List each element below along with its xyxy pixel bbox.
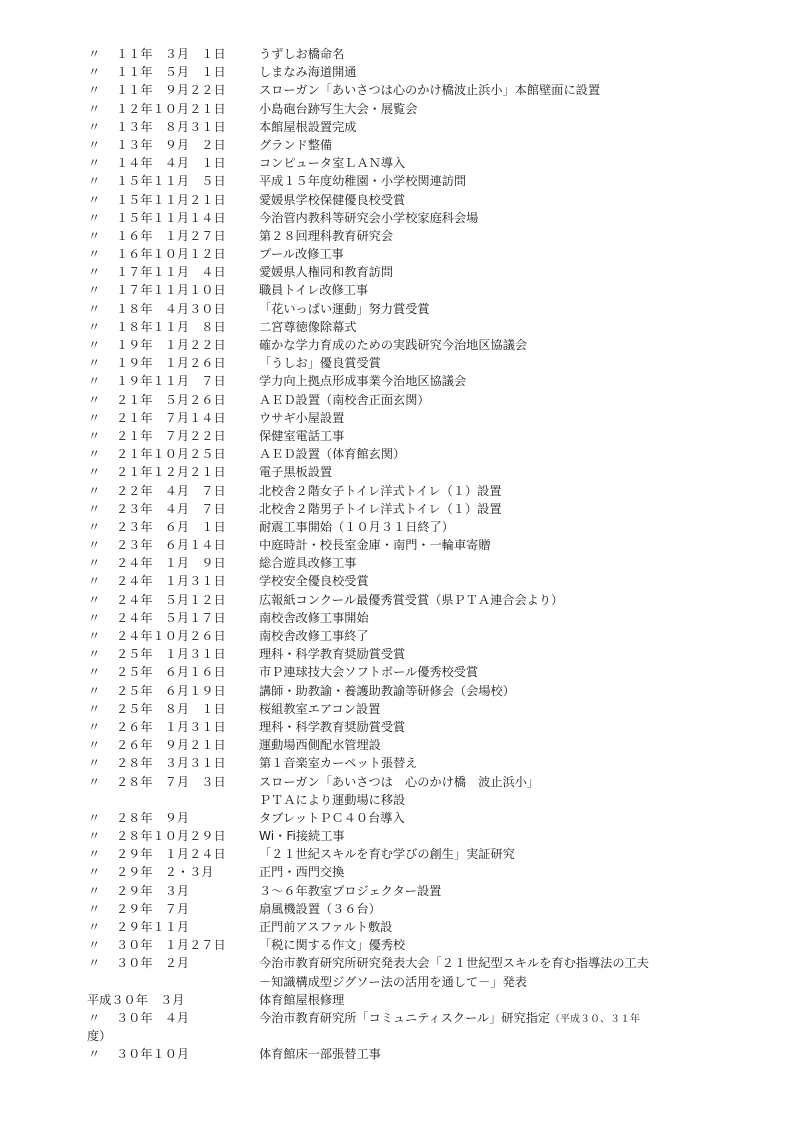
entry-text: 桜組教室エアコン設置	[259, 701, 381, 716]
ditto-mark: 〃	[88, 665, 101, 680]
history-entry	[0, 863, 800, 881]
entry-text: コンピュータ室ＬＡＮ導入	[259, 156, 406, 171]
entry-description	[259, 936, 405, 954]
entry-description	[259, 845, 515, 863]
ditto-mark: 〃	[88, 938, 101, 953]
ditto-mark: 〃	[88, 847, 101, 862]
entry-text: タブレットＰＣ４０台導入	[259, 810, 405, 825]
entry-description	[259, 300, 430, 318]
entry-text: 北校舎２階女子トイレ洋式トイレ（１）設置	[259, 483, 502, 498]
history-entry	[0, 409, 800, 427]
entry-description	[259, 427, 344, 445]
ditto-mark: 〃	[88, 829, 101, 844]
history-entry	[0, 973, 800, 991]
entry-text: 愛媛県学校保健優良校受賞	[259, 192, 406, 207]
entry-date: １８年１１月 ８日	[116, 319, 226, 334]
history-document	[0, 45, 800, 1064]
entry-description	[259, 463, 332, 481]
ditto-mark: 〃	[88, 247, 101, 262]
entry-description	[259, 700, 380, 718]
history-entry	[0, 281, 800, 299]
entry-text: －知識構成型ジグソー法の活用を通して－」発表	[259, 974, 527, 989]
entry-date: ２９年 ７月	[116, 901, 190, 916]
entry-description	[259, 882, 441, 900]
ditto-mark: 〃	[88, 592, 101, 607]
entry-date: １８年 ４月３０日	[116, 301, 226, 316]
history-entry	[0, 172, 800, 190]
entry-date: ２９年 ３月	[116, 883, 190, 898]
ditto-mark: 〃	[88, 356, 101, 371]
ditto-mark: 〃	[88, 610, 101, 625]
entry-text: 小島砲台跡写生大会・展覧会	[259, 101, 418, 116]
entry-text: スローガン「あいさつは 心のかけ橋 波止浜小」	[259, 774, 540, 789]
entry-text: しまなみ海道開通	[259, 65, 357, 80]
entry-text: スローガン「あいさつは心のかけ橋波止浜小」本館壁面に設置	[259, 83, 601, 98]
ditto-mark: 〃	[88, 901, 101, 916]
entry-description	[259, 500, 502, 518]
entry-text: 広報紙コンクール最優秀賞受賞（県ＰＴＡ連合会より）	[259, 592, 564, 607]
entry-date: ２１年 ５月２６日	[116, 392, 226, 407]
entry-text: 正門・西門交換	[259, 865, 345, 880]
entry-text: Wi・Fi接続工事	[259, 829, 345, 844]
entry-date: ３０年１０月	[116, 1047, 190, 1062]
entry-description	[259, 45, 344, 63]
entry-text: プール改修工事	[259, 247, 344, 262]
ditto-mark: 〃	[88, 483, 101, 498]
history-entry	[0, 718, 800, 736]
entry-description	[259, 736, 381, 754]
entry-description	[259, 609, 369, 627]
entry-date: ２１年 ７月２２日	[116, 428, 226, 443]
ditto-mark: 〃	[88, 374, 101, 389]
entry-text: 理科・科学教育奨励賞受賞	[259, 719, 406, 734]
entry-date: １５年１１月 ５日	[116, 174, 226, 189]
history-entry	[0, 245, 800, 263]
entry-date: １４年 ４月 １日	[116, 156, 226, 171]
entry-text: 電子黒板設置	[259, 465, 333, 480]
history-entry	[0, 991, 800, 1009]
history-entry	[0, 372, 800, 390]
history-entry	[0, 518, 800, 536]
entry-description	[259, 445, 405, 463]
entry-date: １９年 １月２６日	[116, 356, 226, 371]
history-entry	[0, 1009, 800, 1027]
ditto-mark: 〃	[88, 65, 101, 80]
ditto-mark: 〃	[88, 538, 101, 553]
entry-description	[259, 263, 393, 281]
entry-date: ２６年 ９月２１日	[116, 738, 226, 753]
entry-text: 運動場西側配水管埋設	[259, 738, 381, 753]
entry-text: 職員トイレ改修工事	[259, 283, 369, 298]
history-entry	[0, 263, 800, 281]
history-entry	[0, 445, 800, 463]
entry-description	[259, 1045, 381, 1063]
entry-text: 保健室電話工事	[259, 428, 345, 443]
entry-description	[259, 754, 417, 772]
entry-text: 学力向上拠点形成事業今治地区協議会	[259, 374, 467, 389]
entry-description	[259, 809, 405, 827]
entry-date: ３０年 １月２７日	[116, 938, 226, 953]
history-entry	[0, 700, 800, 718]
entry-text: ＡＥＤ設置（体育館玄関）	[259, 447, 406, 462]
ditto-mark: 〃	[88, 629, 101, 643]
entry-description	[259, 773, 539, 791]
ditto-mark: 〃	[88, 519, 101, 534]
entry-description	[259, 827, 345, 845]
entry-date: ２３年 ６月 １日	[116, 519, 226, 534]
history-entry	[0, 318, 800, 336]
ditto-mark: 〃	[88, 501, 101, 516]
entry-date: ２８年 ９月	[116, 810, 190, 825]
ditto-mark: 〃	[88, 428, 101, 443]
entry-description	[259, 372, 466, 390]
history-entry	[0, 645, 800, 663]
entry-date: 度）	[87, 1029, 112, 1044]
history-entry	[0, 209, 800, 227]
entry-description	[259, 118, 357, 136]
history-entry	[0, 918, 800, 936]
entry-date: ２５年 ８月 １日	[116, 701, 226, 716]
entry-text: 確かな学力育成のための実践研究今治地区協議会	[259, 338, 528, 352]
history-entry	[0, 809, 800, 827]
history-entry	[0, 554, 800, 572]
entry-text: 平成１５年度幼稚園・小学校関連訪問	[259, 174, 467, 189]
entry-date: １５年１１月１４日	[116, 210, 226, 225]
ditto-mark: 〃	[88, 83, 101, 98]
entry-text: 南校舎改修工事開始	[259, 610, 369, 625]
entry-description	[259, 791, 405, 809]
entry-description	[259, 100, 417, 118]
ditto-mark: 〃	[88, 101, 101, 116]
history-entry	[0, 354, 800, 372]
entry-description	[259, 391, 430, 409]
entry-date: １６年１０月１２日	[116, 247, 226, 262]
entry-description	[259, 409, 344, 427]
entry-note: （平成３０、３１年	[550, 1013, 641, 1025]
entry-date: ２３年 ４月 ７日	[116, 501, 226, 516]
entry-date: １９年１１月 ７日	[116, 374, 226, 389]
ditto-mark: 〃	[88, 338, 101, 352]
entry-description	[259, 172, 466, 190]
entry-description	[259, 482, 502, 500]
ditto-mark: 〃	[88, 210, 101, 225]
history-entry	[0, 1027, 800, 1045]
entry-description	[259, 81, 600, 99]
history-entry	[0, 118, 800, 136]
entry-text: グランド整備	[259, 137, 333, 152]
ditto-mark: 〃	[88, 192, 101, 207]
history-entry	[0, 936, 800, 954]
ditto-mark: 〃	[88, 774, 101, 789]
ditto-mark: 〃	[88, 319, 101, 334]
entry-text: 今治市教育研究所研究発表大会「２１世紀型スキルを育む指導法の工夫	[259, 956, 649, 971]
ditto-mark: 〃	[88, 556, 101, 571]
entry-text: 二宮尊徳像除幕式	[259, 319, 357, 334]
entry-description	[259, 136, 332, 154]
entry-text: 正門前アスファルト敷設	[259, 920, 393, 934]
entry-text: 耐震工事開始（１０月３１日終了）	[259, 519, 454, 534]
entry-text: ３～６年教室プロジェクター設置	[259, 883, 442, 898]
entry-date: ２８年 ３月３１日	[116, 756, 226, 771]
entry-description	[259, 863, 344, 881]
entry-date: １６年 １月２７日	[116, 228, 226, 243]
entry-date: ２９年 １月２４日	[116, 847, 226, 862]
entry-description	[259, 354, 381, 372]
entry-description	[259, 318, 357, 336]
history-entry	[0, 954, 800, 972]
entry-date: １１年 ３月 １日	[116, 47, 226, 61]
entry-description	[259, 536, 491, 554]
ditto-mark: 〃	[88, 283, 101, 298]
history-entry	[0, 591, 800, 609]
history-entry	[0, 500, 800, 518]
history-entry	[0, 627, 800, 645]
entry-description	[259, 627, 369, 645]
ditto-mark: 〃	[88, 738, 101, 753]
entry-text: 北校舎２階男子トイレ洋式トイレ（１）設置	[259, 501, 502, 516]
entry-description	[259, 336, 527, 354]
entry-date: ２４年 １月３１日	[116, 574, 226, 589]
history-entry	[0, 227, 800, 245]
entry-date: ２５年 ６月１６日	[116, 665, 226, 680]
history-entry	[0, 427, 800, 445]
ditto-mark: 〃	[88, 447, 101, 462]
entry-date: １３年 ９月 ２日	[116, 137, 226, 152]
entry-date: 平成３０年 ３月	[87, 992, 185, 1007]
history-entry	[0, 754, 800, 772]
entry-description	[259, 591, 563, 609]
ditto-mark: 〃	[88, 465, 101, 480]
entry-date: ２２年 ４月 ７日	[116, 483, 226, 498]
entry-text: 「税に関する作文」優秀校	[259, 938, 406, 953]
entry-description	[259, 245, 344, 263]
entry-date: ２３年 ６月１４日	[116, 538, 226, 553]
history-entry	[0, 536, 800, 554]
ditto-mark: 〃	[88, 410, 101, 425]
history-entry	[0, 773, 800, 791]
entry-description	[259, 954, 649, 972]
entry-date: ２９年 ２・３月	[116, 865, 214, 880]
entry-date: ２４年 ５月１７日	[116, 610, 226, 625]
ditto-mark: 〃	[88, 701, 101, 716]
entry-text: ウサギ小屋設置	[259, 410, 345, 425]
history-entry	[0, 191, 800, 209]
entry-date: ３０年 ２月	[116, 956, 190, 971]
entry-date: ２６年 １月３１日	[116, 719, 226, 734]
entry-date: ２５年 １月３１日	[116, 647, 226, 662]
entry-date: １１年 ９月２２日	[116, 83, 226, 98]
ditto-mark: 〃	[88, 392, 101, 407]
entry-date: ２１年 ７月１４日	[116, 410, 226, 425]
history-entry	[0, 663, 800, 681]
entry-date: ２８年 ７月 ３日	[116, 774, 226, 789]
entry-date: ２４年 １月 ９日	[116, 556, 226, 571]
entry-text: 中庭時計・校長室金庫・南門・一輪車寄贈	[259, 538, 491, 553]
entry-date: ２１年１０月２５日	[116, 447, 226, 462]
entry-description	[259, 518, 454, 536]
ditto-mark: 〃	[88, 810, 101, 825]
history-entry	[0, 300, 800, 318]
entry-text: 第１音楽室カーペット張替え	[259, 756, 418, 771]
ditto-mark: 〃	[88, 756, 101, 771]
ditto-mark: 〃	[88, 156, 101, 171]
entry-text: 今治管内教科等研究会小学校家庭科会場	[259, 210, 479, 225]
entry-date: ２４年１０月２６日	[116, 629, 226, 643]
ditto-mark: 〃	[88, 228, 101, 243]
ditto-mark: 〃	[88, 683, 101, 698]
ditto-mark: 〃	[88, 137, 101, 152]
entry-date: １９年 １月２２日	[116, 338, 226, 352]
ditto-mark: 〃	[88, 119, 101, 134]
entry-text: 本館屋根設置完成	[259, 119, 357, 134]
ditto-mark: 〃	[88, 574, 101, 589]
history-entry	[0, 136, 800, 154]
entry-date: １５年１１月２１日	[116, 192, 226, 207]
history-entry	[0, 827, 800, 845]
entry-text: ＰＴＡにより運動場に移設	[259, 792, 406, 807]
entry-text: 総合遊具改修工事	[259, 556, 357, 571]
entry-description	[259, 973, 527, 991]
history-entry	[0, 845, 800, 863]
entry-date: １７年１１月１０日	[116, 283, 226, 298]
entry-description	[259, 718, 405, 736]
entry-description	[259, 900, 381, 918]
history-entry	[0, 791, 800, 809]
entry-text: 扇風機設置（３６台）	[259, 901, 381, 916]
history-entry	[0, 391, 800, 409]
ditto-mark: 〃	[88, 956, 101, 971]
entry-text: うずしお橋命名	[259, 47, 345, 61]
entry-date: １１年 ５月 １日	[116, 65, 226, 80]
history-entry	[0, 736, 800, 754]
entry-description	[259, 554, 357, 572]
entry-text: ＡＥＤ設置（南校舎正面玄関）	[259, 392, 430, 407]
entry-description	[259, 209, 478, 227]
history-entry	[0, 463, 800, 481]
history-entry	[0, 572, 800, 590]
entry-text: 今治市教育研究所「コミュニティスクール」研究指定	[259, 1010, 551, 1025]
history-entry	[0, 63, 800, 81]
entry-description	[259, 227, 393, 245]
entry-text: 愛媛県人権同和教育訪問	[259, 265, 394, 280]
entry-description	[259, 63, 357, 81]
entry-description	[259, 154, 405, 172]
entry-date: ２９年１１月	[116, 920, 190, 934]
ditto-mark: 〃	[88, 301, 101, 316]
ditto-mark: 〃	[88, 920, 101, 934]
history-entry	[0, 882, 800, 900]
entry-text: 講師・助教諭・養護助教諭等研修会（会場校）	[259, 683, 515, 698]
history-entry	[0, 45, 800, 63]
ditto-mark: 〃	[88, 1010, 101, 1025]
history-entry	[0, 81, 800, 99]
ditto-mark: 〃	[88, 865, 101, 880]
entry-text: 市Ｐ連球技大会ソフトボール優秀校受賞	[259, 665, 479, 680]
ditto-mark: 〃	[88, 719, 101, 734]
entry-date: ３０年 ４月	[116, 1010, 190, 1025]
entry-description	[259, 918, 392, 936]
ditto-mark: 〃	[88, 883, 101, 898]
entry-description	[259, 1009, 640, 1029]
history-entry	[0, 682, 800, 700]
entry-text: 体育館屋根修理	[259, 992, 345, 1007]
entry-text: 「うしお」優良賞受賞	[259, 356, 381, 371]
entry-text: 南校舎改修工事終了	[259, 629, 369, 643]
entry-date: ２１年１２月２１日	[116, 465, 226, 480]
entry-date: １３年 ８月３１日	[116, 119, 226, 134]
entry-date: １７年１１月 ４日	[116, 265, 226, 280]
history-entry	[0, 100, 800, 118]
entry-date: ２４年 ５月１２日	[116, 592, 226, 607]
entry-description	[259, 682, 515, 700]
entry-text: 「花いっぱい運動」努力賞受賞	[259, 301, 430, 316]
entry-text: 第２８回理科教育研究会	[259, 228, 394, 243]
ditto-mark: 〃	[88, 647, 101, 662]
entry-description	[259, 572, 369, 590]
history-entry	[0, 609, 800, 627]
entry-description	[259, 663, 478, 681]
entry-text: 学校安全優良校受賞	[259, 574, 369, 589]
history-entry	[0, 154, 800, 172]
entry-text: 理科・科学教育奨励賞受賞	[259, 647, 406, 662]
history-entry	[0, 1045, 800, 1063]
history-entry	[0, 482, 800, 500]
entry-description	[259, 991, 344, 1009]
ditto-mark: 〃	[88, 174, 101, 189]
history-entry	[0, 336, 800, 354]
entry-date: １２年１０月２１日	[116, 101, 226, 116]
ditto-mark: 〃	[88, 265, 101, 280]
history-entry	[0, 900, 800, 918]
entry-date: ２５年 ６月１９日	[116, 683, 226, 698]
ditto-mark: 〃	[88, 1047, 101, 1062]
entry-text: 体育館床一部張替工事	[259, 1047, 381, 1062]
entry-text: 「２１世紀スキルを育む学びの創生」実証研究	[259, 847, 515, 862]
entry-description	[259, 191, 405, 209]
ditto-mark: 〃	[88, 47, 101, 61]
entry-date: ２８年１０月２９日	[116, 829, 226, 844]
entry-description	[259, 645, 405, 663]
entry-description	[259, 281, 368, 299]
